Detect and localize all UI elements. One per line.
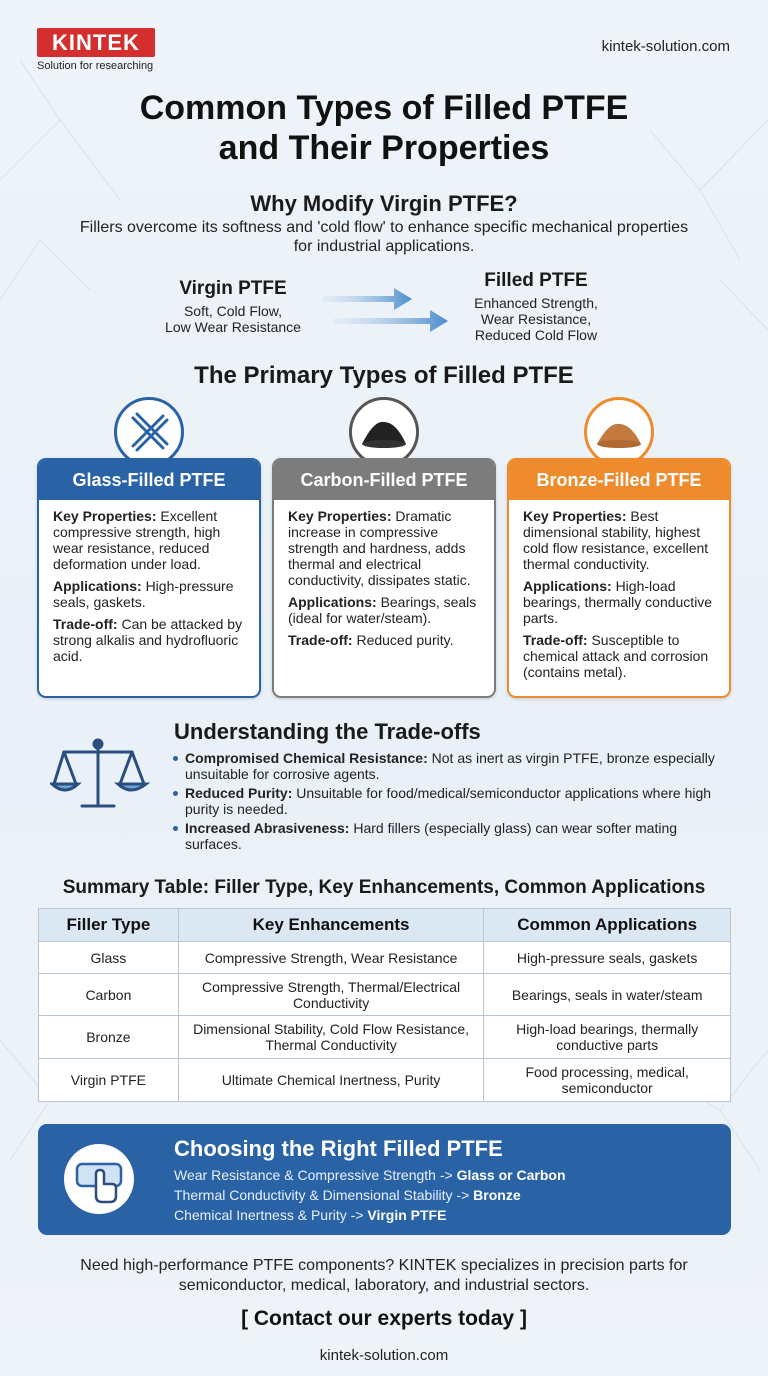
summary-table [38, 908, 731, 1102]
choose-line [174, 1206, 446, 1224]
table-cell: Compressive Strength, Wear Resistance [178, 942, 484, 974]
card-app-label: Applications: [523, 578, 612, 594]
glass-fiber-icon [117, 400, 181, 464]
card-title: Carbon-Filled PTFE [274, 460, 494, 500]
table-cell: Dimensional Stability, Cold Flow Resistance, Thermal Conductivity [178, 1016, 484, 1059]
column-header: Common Applications [484, 909, 731, 942]
table-row [39, 1059, 731, 1102]
virgin-ptfe-desc-line1: Soft, Cold Flow, [183, 303, 283, 319]
choose-line-text: Wear Resistance & Compressive Strength -> [174, 1167, 457, 1183]
page-title-line1: Common Types of Filled PTFE [139, 89, 629, 127]
choose-line-text: Thermal Conductivity & Dimensional Stability -> [174, 1187, 474, 1203]
page-title-line2: and Their Properties [218, 129, 550, 167]
filled-ptfe-desc-line2: Wear Resistance, [480, 311, 592, 327]
card-key-label: Key Properties: [523, 508, 627, 524]
card-app-label: Applications: [288, 594, 377, 610]
column-header: Key Enhancements [178, 909, 484, 942]
contact-cta-link[interactable]: [ Contact our experts today ] [241, 1307, 527, 1330]
choose-line [174, 1166, 566, 1184]
table-cell: Bronze [39, 1016, 179, 1059]
filled-ptfe-desc-line1: Enhanced Strength, [474, 295, 598, 311]
table-header-row [39, 909, 731, 942]
filled-ptfe-title: Filled PTFE [484, 270, 588, 291]
card-title: Glass-Filled PTFE [39, 460, 259, 500]
card-trade-text: Susceptible to chemical attack and corrosion (contains metal). [523, 632, 709, 680]
right-arrow-icon [322, 284, 450, 336]
tradeoff-text: Not as inert as virgin PTFE, bronze especially unsuitable for corrosive agents. [185, 750, 715, 782]
hand-pointer-icon [64, 1144, 134, 1214]
site-url-top[interactable]: kintek-solution.com [601, 38, 730, 55]
filled-ptfe-desc [460, 295, 612, 343]
card-trade-text: Can be attacked by strong alkalis and hydrofluoric acid. [53, 616, 243, 664]
card-tradeoff [288, 632, 482, 648]
filled-ptfe-desc-line3: Reduced Cold Flow [474, 327, 598, 343]
tradeoffs-list [172, 750, 732, 855]
tradeoff-text: Unsuitable for food/medical/semiconductor applications where high purity is needed. [185, 785, 712, 817]
choose-line [174, 1186, 521, 1204]
tradeoffs-heading: Understanding the Trade-offs [174, 719, 481, 744]
balance-scale-icon [50, 736, 150, 816]
table-cell: Virgin PTFE [39, 1059, 179, 1102]
card-key-properties [53, 508, 247, 572]
column-header: Filler Type [39, 909, 179, 942]
tradeoff-text: Hard fillers (especially glass) can wear softer mating surfaces. [185, 820, 678, 852]
table-cell: Glass [39, 942, 179, 974]
table-cell: Carbon [39, 974, 179, 1016]
card-tradeoff [523, 632, 717, 680]
logo-tagline: Solution for researching [37, 60, 154, 72]
card-applications [523, 578, 717, 626]
carbon-powder-icon [352, 400, 416, 464]
table-row [39, 1016, 731, 1059]
card-key-properties [288, 508, 482, 588]
tradeoff-label: Reduced Purity: [185, 785, 293, 801]
choose-line-result: Virgin PTFE [367, 1207, 447, 1223]
list-item [172, 820, 732, 852]
card-key-label: Key Properties: [53, 508, 157, 524]
card-app-text: High-pressure seals, gaskets. [53, 578, 234, 610]
virgin-ptfe-title: Virgin PTFE [179, 278, 287, 299]
table-cell: High-load bearings, thermally conductive parts [484, 1016, 731, 1059]
table-row [39, 974, 731, 1016]
bronze-icon-badge [584, 397, 654, 467]
why-heading: Why Modify Virgin PTFE? [250, 191, 518, 216]
choose-heading: Choosing the Right Filled PTFE [174, 1136, 503, 1161]
card-key-label: Key Properties: [288, 508, 392, 524]
card-key-text: Excellent compressive strength, high wear resistance, reduced deformation under load. [53, 508, 221, 572]
table-row [39, 942, 731, 974]
site-url-bottom[interactable]: kintek-solution.com [319, 1347, 449, 1364]
choose-line-result: Glass or Carbon [456, 1167, 566, 1183]
table-cell: Bearings, seals in water/steam [484, 974, 731, 1016]
card-app-label: Applications: [53, 578, 142, 594]
page-title [0, 88, 768, 168]
carbon-icon-badge [349, 397, 419, 467]
card-app-text: Bearings, seals (ideal for water/steam). [288, 594, 477, 626]
glass-icon-badge [114, 397, 184, 467]
card-key-text: Best dimensional stability, highest cold flow resistance, excellent thermal conductivity. [523, 508, 709, 572]
card-trade-label: Trade-off: [523, 632, 588, 648]
card-trade-label: Trade-off: [288, 632, 353, 648]
list-item [172, 750, 732, 782]
table-cell: Ultimate Chemical Inertness, Purity [178, 1059, 484, 1102]
card-applications [288, 594, 482, 626]
card-trade-text: Reduced purity. [356, 632, 454, 648]
virgin-ptfe-desc-line2: Low Wear Resistance [165, 319, 301, 335]
bronze-powder-icon [587, 400, 651, 464]
choose-line-text: Chemical Inertness & Purity -> [174, 1207, 368, 1223]
carbon-filled-card [272, 458, 496, 698]
summary-table-heading: Summary Table: Filler Type, Key Enhancements, Common Applications [62, 877, 706, 898]
virgin-ptfe-desc [150, 303, 316, 335]
why-text: Fillers overcome its softness and 'cold flow' to enhance specific mechanical properties for industrial applications. [79, 219, 689, 255]
card-key-text: Dramatic increase in compressive strength and hardness, adds thermal and electrical conductivity, dissipates static. [288, 508, 471, 588]
closing-text: Need high-performance PTFE components? KINTEK specializes in precision parts for semiconductor, medical, laboratory, and industrial sectors. [80, 1257, 688, 1294]
card-trade-label: Trade-off: [53, 616, 118, 632]
tradeoff-label: Increased Abrasiveness: [185, 820, 350, 836]
choose-icon-badge [64, 1144, 134, 1214]
list-item [172, 785, 732, 817]
tradeoff-label: Compromised Chemical Resistance: [185, 750, 428, 766]
choose-line-result: Bronze [473, 1187, 521, 1203]
glass-filled-card [37, 458, 261, 698]
card-app-text: High-load bearings, thermally conductive parts. [523, 578, 713, 626]
card-title: Bronze-Filled PTFE [509, 460, 729, 500]
table-cell: High-pressure seals, gaskets [484, 942, 731, 974]
card-applications [53, 578, 247, 610]
table-cell: Compressive Strength, Thermal/Electrical Conductivity [178, 974, 484, 1016]
bronze-filled-card [507, 458, 731, 698]
choose-banner [38, 1124, 731, 1235]
kintek-logo: KINTEK [37, 28, 155, 57]
card-key-properties [523, 508, 717, 572]
table-cell: Food processing, medical, semiconductor [484, 1059, 731, 1102]
card-tradeoff [53, 616, 247, 664]
types-heading: The Primary Types of Filled PTFE [194, 362, 574, 389]
